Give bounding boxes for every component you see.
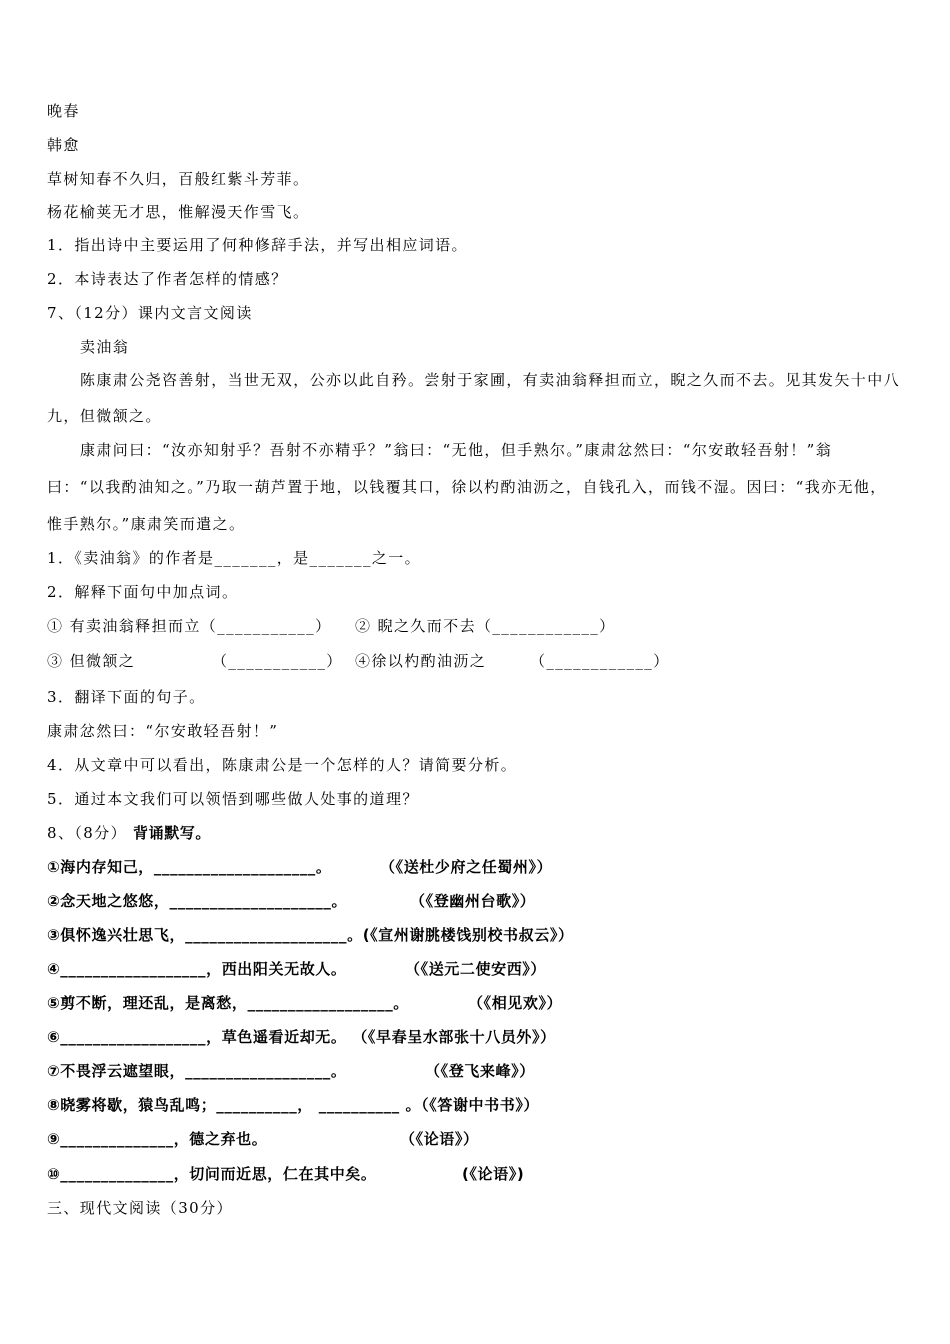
text-line: 卖油翁 bbox=[80, 338, 130, 356]
text-line: ⑥__________________，草色遥看近却无。 （《早春呈水部张十八员外》） bbox=[47, 1028, 556, 1046]
text-line: ④__________________，西出阳关无故人。 bbox=[47, 960, 347, 978]
text-line: ③俱怀逸兴壮思飞，____________________。(《宣州谢朓楼饯别校书叔云》） bbox=[47, 926, 574, 944]
text-line-segment: （___________） bbox=[212, 652, 343, 670]
text-line: 曰：“以我酌油知之。”乃取一葫芦置于地，以钱覆其口，徐以杓酌油沥之，自钱孔入，而钱不湿。因曰：“我亦无他， bbox=[47, 478, 887, 496]
text-line-segment: （____________） bbox=[530, 652, 670, 670]
text-line: 九，但微颔之。 bbox=[47, 407, 162, 425]
text-line: 三、现代文阅读（30分） bbox=[47, 1199, 233, 1217]
text-line-segment: 背诵默写。 bbox=[133, 824, 212, 842]
text-line: 7、（12分）课内文言文阅读 bbox=[47, 304, 253, 322]
text-line: 4．从文章中可以看出，陈康肃公是一个怎样的人？请简要分析。 bbox=[47, 756, 518, 774]
text-line: ①海内存知己，____________________。 bbox=[47, 858, 332, 876]
text-line: 杨花榆荚无才思，惟解漫天作雪飞。 bbox=[47, 203, 310, 221]
text-line-segment: ② 睨之久而不去（____________） bbox=[355, 617, 616, 635]
text-line: 8、（8分） bbox=[47, 824, 127, 842]
text-line: 康肃问曰：“汝亦知射乎？吾射不亦精乎？”翁曰：“无他，但手熟尔。”康肃忿然曰：“尔安敢轻吾射！”翁 bbox=[80, 441, 833, 459]
text-line: 晚春 bbox=[47, 102, 80, 120]
text-line: ⑧晓雾将歇，猿鸟乱鸣；__________， __________ 。（《答谢中书书》） bbox=[47, 1096, 540, 1114]
text-line-segment: （《登幽州台歌》） bbox=[410, 892, 536, 910]
text-line: ① 有卖油翁释担而立（___________） bbox=[47, 617, 332, 635]
text-line: 康肃忿然曰：“尔安敢轻吾射！” bbox=[47, 722, 279, 740]
text-line: 3．翻译下面的句子。 bbox=[47, 688, 206, 706]
text-line: ⑤剪不断，理还乱，是离愁，__________________。 bbox=[47, 994, 409, 1012]
text-line-segment: （《论语》） bbox=[400, 1130, 479, 1148]
text-line: ⑩______________，切问而近思，仁在其中矣。 bbox=[47, 1165, 377, 1183]
text-line: ③ 但微颔之 bbox=[47, 652, 136, 670]
text-line: 1．《卖油翁》的作者是_______，是_______之一。 bbox=[47, 549, 422, 567]
text-line: 2．本诗表达了作者怎样的情感？ bbox=[47, 270, 288, 288]
text-line: 2．解释下面句中加点词。 bbox=[47, 583, 239, 601]
text-line: 1．指出诗中主要运用了何种修辞手法，并写出相应词语。 bbox=[47, 236, 468, 254]
text-line-segment: （《相见欢》） bbox=[468, 994, 563, 1012]
text-line-segment: ④徐以杓酌油沥之 bbox=[355, 652, 487, 670]
text-line: ⑦不畏浮云遮望眼，__________________。 bbox=[47, 1062, 347, 1080]
text-line-segment: （《送杜少府之任蜀州》） bbox=[380, 858, 553, 876]
text-line-segment: （《送元二使安西》） bbox=[405, 960, 547, 978]
text-line: 陈康肃公尧咨善射，当世无双，公亦以此自矜。尝射于家圃，有卖油翁释担而立，睨之久而不去。见其发矢十中八 bbox=[80, 371, 901, 389]
text-line: ②念天地之悠悠，____________________。 bbox=[47, 892, 348, 910]
text-line: 5．通过本文我们可以领悟到哪些做人处事的道理？ bbox=[47, 790, 419, 808]
text-line-segment: (《论语》) bbox=[462, 1165, 525, 1183]
text-line: 韩愈 bbox=[47, 136, 80, 154]
text-line: 惟手熟尔。”康肃笑而遣之。 bbox=[47, 515, 246, 533]
text-line-segment: （《登飞来峰》） bbox=[425, 1062, 535, 1080]
text-line: ⑨______________，德之弃也。 bbox=[47, 1130, 268, 1148]
text-line: 草树知春不久归，百般红紫斗芳菲。 bbox=[47, 170, 310, 188]
